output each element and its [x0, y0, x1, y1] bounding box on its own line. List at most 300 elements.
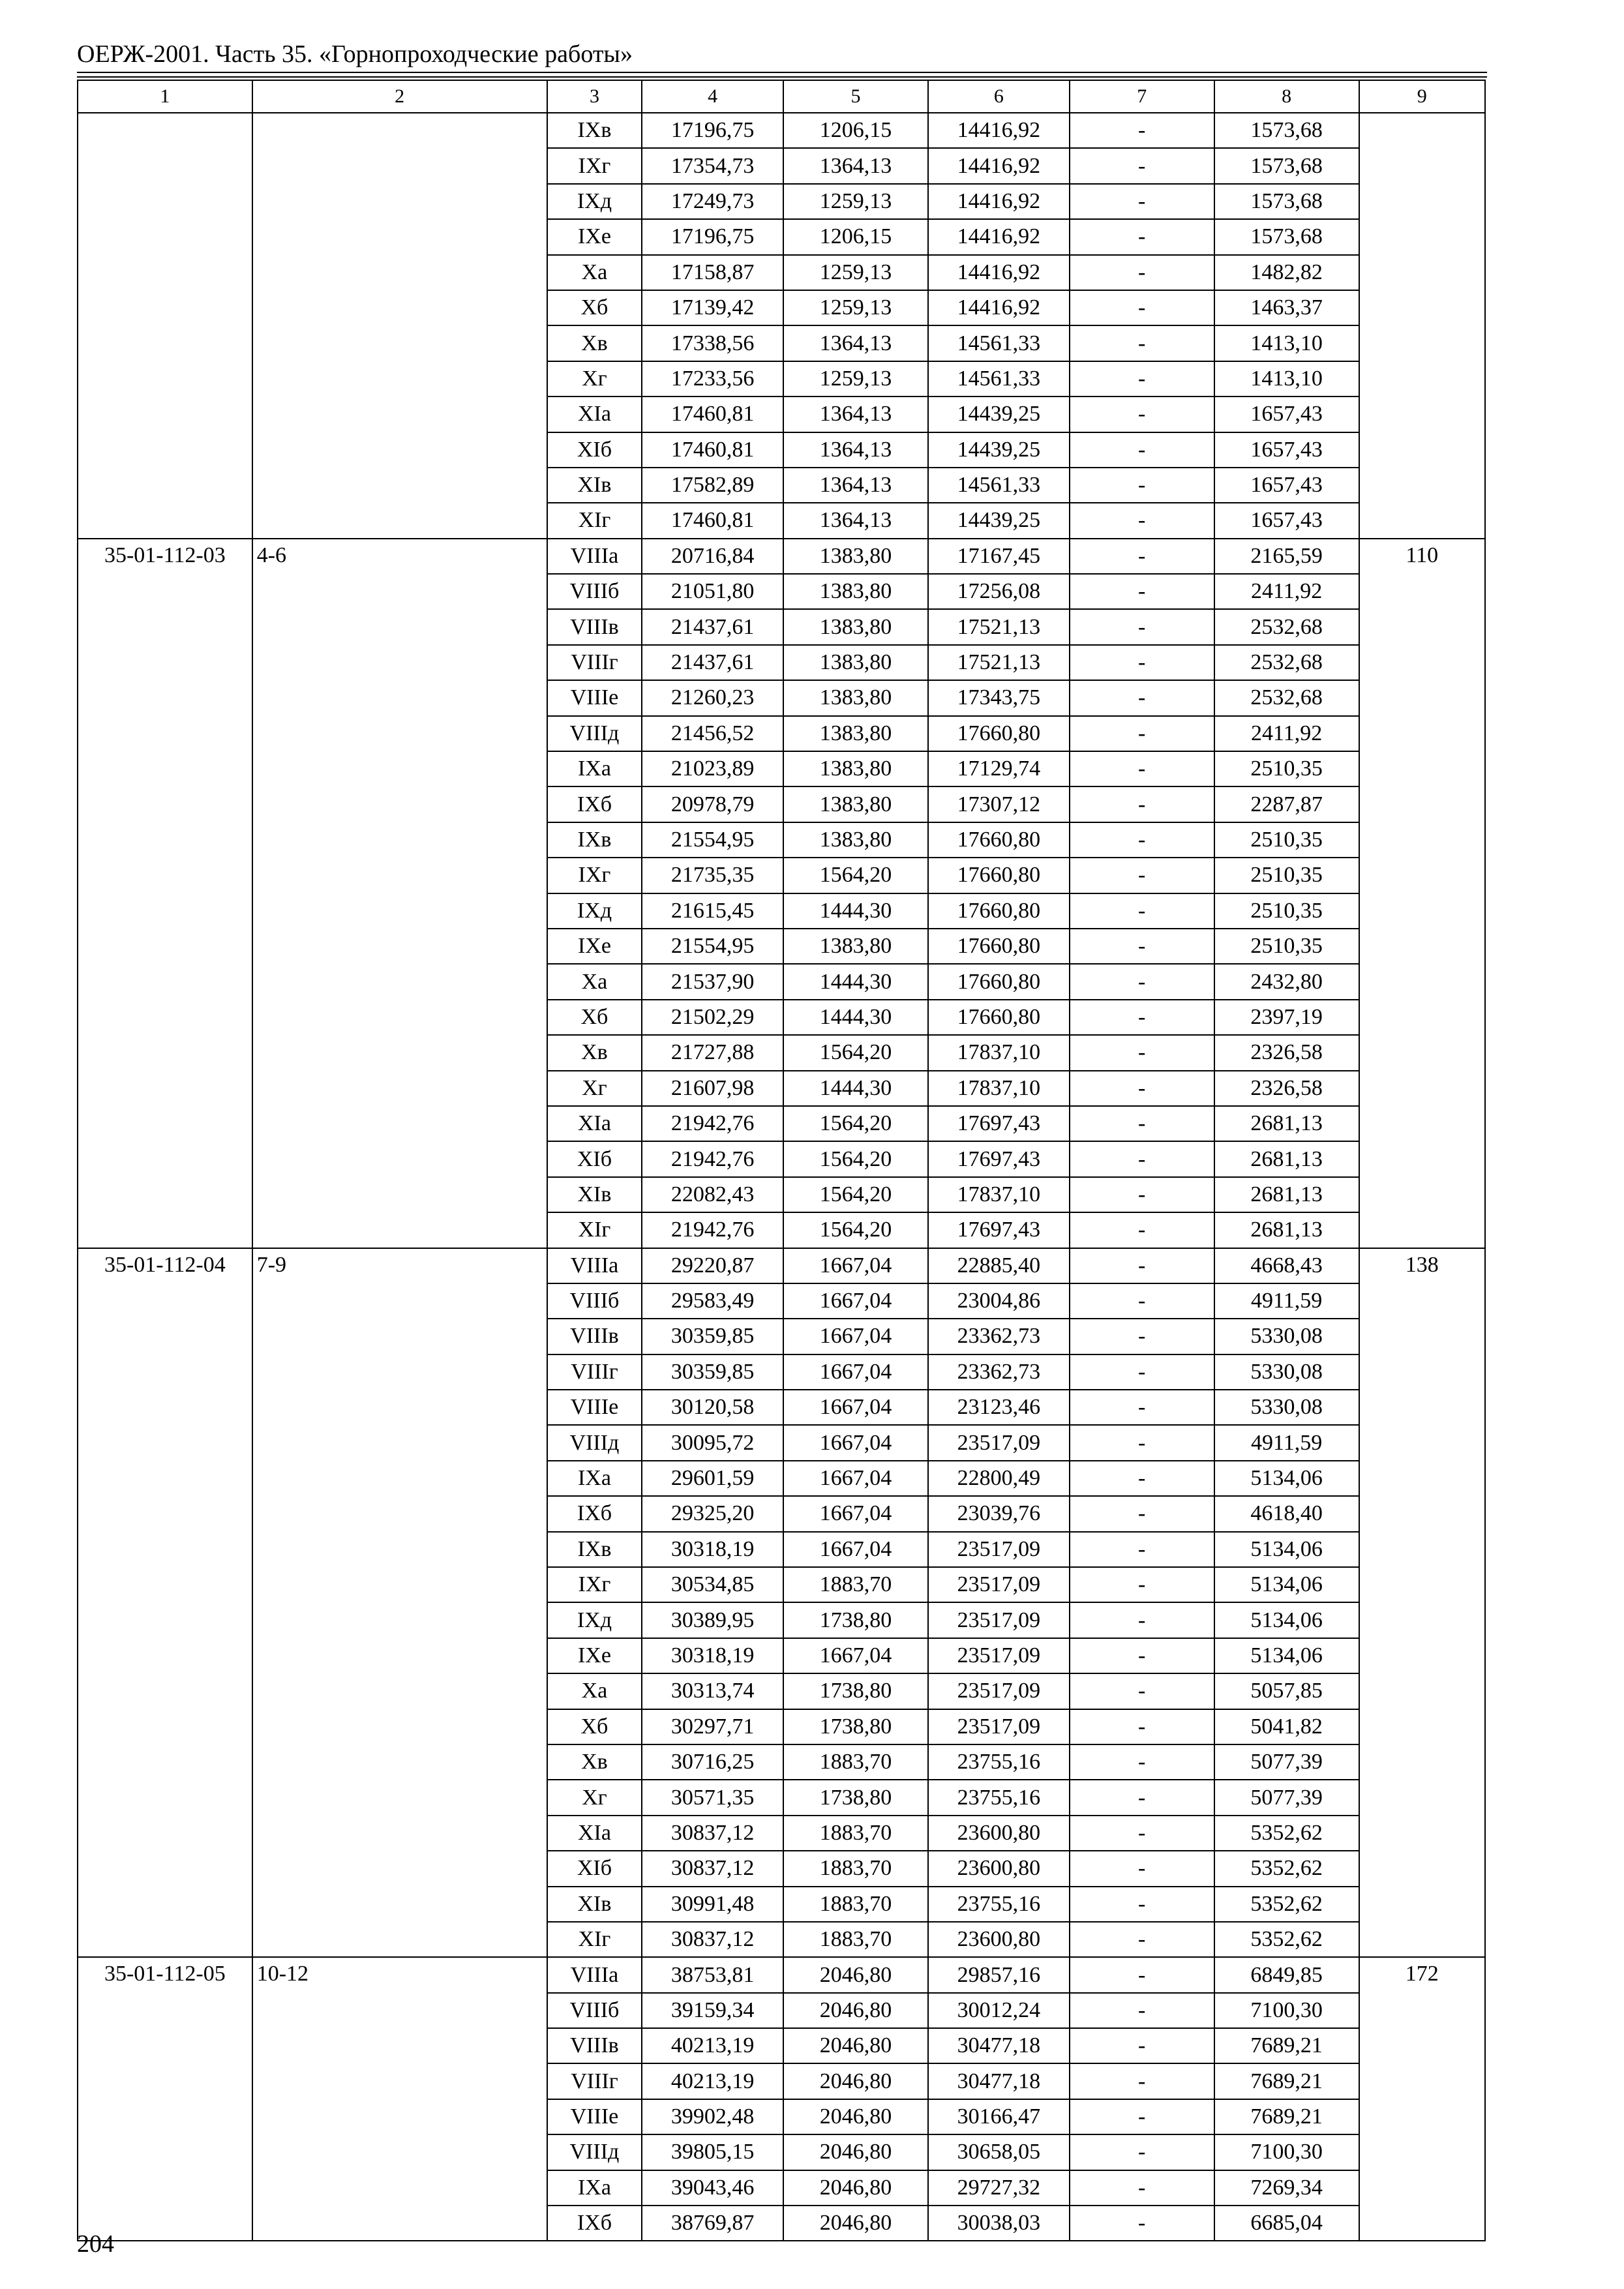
value-cell: 7689,21 — [1214, 2099, 1359, 2134]
value-cell: 29727,32 — [928, 2170, 1070, 2206]
value-cell: 2165,59 — [1214, 539, 1359, 574]
value-cell: 22885,40 — [928, 1248, 1070, 1283]
category-cell: Xг — [547, 1071, 642, 1106]
value-cell: - — [1070, 1248, 1214, 1283]
value-cell: 5134,06 — [1214, 1602, 1359, 1638]
value-cell: - — [1070, 468, 1214, 503]
rates-table — [77, 80, 1486, 2241]
value-cell: 1364,13 — [783, 148, 928, 183]
category-cell: IXб — [547, 2206, 642, 2241]
column-header: 2 — [252, 80, 547, 113]
value-cell: 1444,30 — [783, 1000, 928, 1035]
value-cell: 17697,43 — [928, 1141, 1070, 1176]
column-header: 9 — [1359, 80, 1485, 113]
value-cell: - — [1070, 1354, 1214, 1390]
value-cell: 2046,80 — [783, 1957, 928, 1992]
value-cell: 2287,87 — [1214, 786, 1359, 822]
table-row — [78, 1248, 1485, 1283]
value-cell: 30038,03 — [928, 2206, 1070, 2241]
category-cell: VIIIд — [547, 2134, 642, 2170]
value-cell: 21456,52 — [642, 716, 783, 751]
value-cell: - — [1070, 2170, 1214, 2206]
value-cell: 2046,80 — [783, 2063, 928, 2099]
value-cell: 30716,25 — [642, 1744, 783, 1780]
value-cell: 14439,25 — [928, 503, 1070, 538]
value-cell: 17582,89 — [642, 468, 783, 503]
column9-cell — [1359, 113, 1485, 539]
value-cell: - — [1070, 113, 1214, 148]
value-cell: 17460,81 — [642, 503, 783, 538]
value-cell: - — [1070, 1957, 1214, 1992]
column-header: 4 — [642, 80, 783, 113]
value-cell: 17158,87 — [642, 255, 783, 290]
category-cell: Xб — [547, 290, 642, 325]
value-cell: 5330,08 — [1214, 1319, 1359, 1354]
page-header-title: ОЕРЖ-2001. Часть 35. «Горнопроходческие работы» — [77, 40, 633, 68]
value-cell: 2510,35 — [1214, 822, 1359, 858]
value-cell: 6849,85 — [1214, 1957, 1359, 1992]
value-cell: 1667,04 — [783, 1248, 928, 1283]
value-cell: 4911,59 — [1214, 1283, 1359, 1319]
value-cell: 23517,09 — [928, 1709, 1070, 1744]
value-cell: - — [1070, 290, 1214, 325]
value-cell: 23362,73 — [928, 1354, 1070, 1390]
value-cell: 21615,45 — [642, 893, 783, 929]
value-cell: 1573,68 — [1214, 219, 1359, 254]
value-cell: 17354,73 — [642, 148, 783, 183]
value-cell: 1667,04 — [783, 1461, 928, 1496]
value-cell: 23039,76 — [928, 1496, 1070, 1531]
value-cell: 1444,30 — [783, 964, 928, 999]
value-cell: 1383,80 — [783, 609, 928, 644]
value-cell: 23600,80 — [928, 1922, 1070, 1957]
value-cell: 5134,06 — [1214, 1461, 1359, 1496]
value-cell: 21051,80 — [642, 574, 783, 609]
category-cell: IXд — [547, 184, 642, 219]
value-cell: 17338,56 — [642, 325, 783, 361]
value-cell: - — [1070, 929, 1214, 964]
value-cell: - — [1070, 1744, 1214, 1780]
value-cell: 1364,13 — [783, 432, 928, 468]
value-cell: 7689,21 — [1214, 2028, 1359, 2063]
value-cell: - — [1070, 1177, 1214, 1212]
value-cell: 4911,59 — [1214, 1425, 1359, 1460]
value-cell: 17660,80 — [928, 929, 1070, 964]
value-cell: - — [1070, 1106, 1214, 1141]
value-cell: 1667,04 — [783, 1354, 928, 1390]
value-cell: - — [1070, 2063, 1214, 2099]
column-header: 5 — [783, 80, 928, 113]
value-cell: - — [1070, 2206, 1214, 2241]
value-cell: 21554,95 — [642, 822, 783, 858]
value-cell: 17460,81 — [642, 396, 783, 432]
value-cell: 17660,80 — [928, 1000, 1070, 1035]
value-cell: 1738,80 — [783, 1673, 928, 1709]
value-cell: - — [1070, 2099, 1214, 2134]
value-cell: 2532,68 — [1214, 680, 1359, 715]
category-cell: VIIIд — [547, 716, 642, 751]
category-cell: IXа — [547, 1461, 642, 1496]
value-cell: 1657,43 — [1214, 432, 1359, 468]
value-cell: 5134,06 — [1214, 1532, 1359, 1567]
value-cell: 1657,43 — [1214, 396, 1359, 432]
value-cell: 1667,04 — [783, 1496, 928, 1531]
category-cell: VIIIв — [547, 2028, 642, 2063]
value-cell: 1259,13 — [783, 255, 928, 290]
value-cell: 7100,30 — [1214, 2134, 1359, 2170]
value-cell: 1259,13 — [783, 361, 928, 396]
value-cell: 23517,09 — [928, 1425, 1070, 1460]
code-cell: 35-01-112-05 — [78, 1957, 252, 2241]
value-cell: 2046,80 — [783, 2099, 928, 2134]
value-cell: 2510,35 — [1214, 858, 1359, 893]
value-cell: 5330,08 — [1214, 1390, 1359, 1425]
value-cell: - — [1070, 255, 1214, 290]
value-cell: 4668,43 — [1214, 1248, 1359, 1283]
value-cell: - — [1070, 503, 1214, 538]
value-cell: 1383,80 — [783, 680, 928, 715]
value-cell: 1413,10 — [1214, 325, 1359, 361]
header-rule-bottom — [77, 76, 1487, 78]
value-cell: - — [1070, 1532, 1214, 1567]
category-cell: IXе — [547, 1638, 642, 1673]
value-cell: 2046,80 — [783, 2028, 928, 2063]
value-cell: 21735,35 — [642, 858, 783, 893]
value-cell: 38769,87 — [642, 2206, 783, 2241]
value-cell: 30991,48 — [642, 1887, 783, 1922]
value-cell: 23362,73 — [928, 1319, 1070, 1354]
value-cell: 1883,70 — [783, 1887, 928, 1922]
value-cell: 14561,33 — [928, 361, 1070, 396]
value-cell: 1883,70 — [783, 1922, 928, 1957]
value-cell: 29601,59 — [642, 1461, 783, 1496]
value-cell: 23600,80 — [928, 1816, 1070, 1851]
category-cell: XIа — [547, 1816, 642, 1851]
value-cell: 17837,10 — [928, 1071, 1070, 1106]
value-cell: 1259,13 — [783, 184, 928, 219]
value-cell: 17307,12 — [928, 786, 1070, 822]
value-cell: - — [1070, 1816, 1214, 1851]
value-cell: 1738,80 — [783, 1602, 928, 1638]
category-cell: VIIIа — [547, 539, 642, 574]
value-cell: - — [1070, 609, 1214, 644]
value-cell: 1364,13 — [783, 503, 928, 538]
value-cell: 2510,35 — [1214, 751, 1359, 786]
value-cell: 23517,09 — [928, 1638, 1070, 1673]
value-cell: 39159,34 — [642, 1993, 783, 2028]
value-cell: 30297,71 — [642, 1709, 783, 1744]
value-cell: 30837,12 — [642, 1816, 783, 1851]
value-cell: 21437,61 — [642, 609, 783, 644]
value-cell: - — [1070, 1000, 1214, 1035]
column-header: 3 — [547, 80, 642, 113]
value-cell: - — [1070, 1567, 1214, 1602]
value-cell: 30534,85 — [642, 1567, 783, 1602]
value-cell: 17837,10 — [928, 1035, 1070, 1070]
value-cell: 14561,33 — [928, 468, 1070, 503]
value-cell: 30166,47 — [928, 2099, 1070, 2134]
value-cell: 5041,82 — [1214, 1709, 1359, 1744]
value-cell: - — [1070, 2028, 1214, 2063]
value-cell: 2411,92 — [1214, 716, 1359, 751]
value-cell: 17256,08 — [928, 574, 1070, 609]
value-cell: 1364,13 — [783, 325, 928, 361]
category-cell: Xв — [547, 325, 642, 361]
value-cell: 14561,33 — [928, 325, 1070, 361]
category-cell: IXд — [547, 893, 642, 929]
value-cell: 29220,87 — [642, 1248, 783, 1283]
value-cell: 1383,80 — [783, 645, 928, 680]
value-cell: 1667,04 — [783, 1390, 928, 1425]
value-cell: 14416,92 — [928, 113, 1070, 148]
category-cell: VIIIд — [547, 1425, 642, 1460]
value-cell: 39902,48 — [642, 2099, 783, 2134]
value-cell: 30837,12 — [642, 1851, 783, 1886]
value-cell: 5077,39 — [1214, 1780, 1359, 1815]
category-cell: Xа — [547, 1673, 642, 1709]
value-cell: 5352,62 — [1214, 1922, 1359, 1957]
value-cell: 30837,12 — [642, 1922, 783, 1957]
value-cell: 2411,92 — [1214, 574, 1359, 609]
value-cell: 40213,19 — [642, 2063, 783, 2099]
value-cell: 1364,13 — [783, 468, 928, 503]
value-cell: - — [1070, 1212, 1214, 1248]
value-cell: 30095,72 — [642, 1425, 783, 1460]
category-cell: IXд — [547, 1602, 642, 1638]
value-cell: 23755,16 — [928, 1744, 1070, 1780]
value-cell: 1383,80 — [783, 786, 928, 822]
value-cell: 23517,09 — [928, 1673, 1070, 1709]
value-cell: 22800,49 — [928, 1461, 1070, 1496]
value-cell: - — [1070, 361, 1214, 396]
value-cell: - — [1070, 822, 1214, 858]
value-cell: - — [1070, 432, 1214, 468]
value-cell: - — [1070, 219, 1214, 254]
category-cell: IXг — [547, 1567, 642, 1602]
column9-cell: 110 — [1359, 539, 1485, 1248]
category-cell: IXг — [547, 148, 642, 183]
value-cell: 5077,39 — [1214, 1744, 1359, 1780]
value-cell: 1667,04 — [783, 1283, 928, 1319]
value-cell: 29857,16 — [928, 1957, 1070, 1992]
value-cell: - — [1070, 1071, 1214, 1106]
value-cell: 21607,98 — [642, 1071, 783, 1106]
value-cell: 21727,88 — [642, 1035, 783, 1070]
table-body — [78, 113, 1485, 2241]
value-cell: 17660,80 — [928, 893, 1070, 929]
value-cell: 1564,20 — [783, 858, 928, 893]
category-cell: VIIIб — [547, 1993, 642, 2028]
value-cell: - — [1070, 1673, 1214, 1709]
category-cell: IXв — [547, 822, 642, 858]
value-cell: 6685,04 — [1214, 2206, 1359, 2241]
value-cell: 21023,89 — [642, 751, 783, 786]
value-cell: 14416,92 — [928, 290, 1070, 325]
value-cell: 14439,25 — [928, 432, 1070, 468]
category-cell: IXа — [547, 751, 642, 786]
value-cell: 2532,68 — [1214, 645, 1359, 680]
category-cell: VIIIг — [547, 2063, 642, 2099]
table-row — [78, 1957, 1485, 1992]
value-cell: 23004,86 — [928, 1283, 1070, 1319]
value-cell: 23755,16 — [928, 1780, 1070, 1815]
value-cell: - — [1070, 184, 1214, 219]
value-cell: 21260,23 — [642, 680, 783, 715]
value-cell: 2532,68 — [1214, 609, 1359, 644]
table-row — [78, 113, 1485, 148]
value-cell: 30477,18 — [928, 2063, 1070, 2099]
value-cell: - — [1070, 1283, 1214, 1319]
value-cell: 17660,80 — [928, 716, 1070, 751]
value-cell: 17167,45 — [928, 539, 1070, 574]
category-cell: XIв — [547, 1177, 642, 1212]
value-cell: 2681,13 — [1214, 1141, 1359, 1176]
category-cell: XIг — [547, 503, 642, 538]
value-cell: 17196,75 — [642, 219, 783, 254]
page-number: 204 — [77, 2230, 114, 2258]
category-cell: XIб — [547, 1141, 642, 1176]
code-cell — [78, 113, 252, 539]
value-cell: 17196,75 — [642, 113, 783, 148]
value-cell: 7689,21 — [1214, 2063, 1359, 2099]
value-cell: 17521,13 — [928, 645, 1070, 680]
value-cell: 1657,43 — [1214, 503, 1359, 538]
category-cell: VIIIе — [547, 680, 642, 715]
value-cell: 17460,81 — [642, 432, 783, 468]
value-cell: 1564,20 — [783, 1106, 928, 1141]
value-cell: - — [1070, 1496, 1214, 1531]
category-cell: IXе — [547, 219, 642, 254]
value-cell: 21537,90 — [642, 964, 783, 999]
value-cell: 1738,80 — [783, 1780, 928, 1815]
value-cell: 17521,13 — [928, 609, 1070, 644]
value-cell: 1883,70 — [783, 1816, 928, 1851]
value-cell: - — [1070, 396, 1214, 432]
value-cell: 17233,56 — [642, 361, 783, 396]
value-cell: 1573,68 — [1214, 113, 1359, 148]
value-cell: - — [1070, 893, 1214, 929]
value-cell: 30658,05 — [928, 2134, 1070, 2170]
value-cell: - — [1070, 1638, 1214, 1673]
value-cell: 1738,80 — [783, 1709, 928, 1744]
value-cell: 39805,15 — [642, 2134, 783, 2170]
column-header: 1 — [78, 80, 252, 113]
category-cell: Xв — [547, 1744, 642, 1780]
code-cell: 35-01-112-03 — [78, 539, 252, 1248]
category-cell: VIIIг — [547, 1354, 642, 1390]
value-cell: - — [1070, 1922, 1214, 1957]
value-cell: 1364,13 — [783, 396, 928, 432]
value-cell: 2681,13 — [1214, 1177, 1359, 1212]
value-cell: 1883,70 — [783, 1851, 928, 1886]
value-cell: 1482,82 — [1214, 255, 1359, 290]
value-cell: 1413,10 — [1214, 361, 1359, 396]
category-cell: IXе — [547, 929, 642, 964]
value-cell: - — [1070, 1319, 1214, 1354]
value-cell: 5134,06 — [1214, 1567, 1359, 1602]
value-cell: - — [1070, 751, 1214, 786]
value-cell: 4618,40 — [1214, 1496, 1359, 1531]
value-cell: 1259,13 — [783, 290, 928, 325]
value-cell: 21942,76 — [642, 1141, 783, 1176]
value-cell: 1564,20 — [783, 1141, 928, 1176]
category-cell: XIв — [547, 1887, 642, 1922]
value-cell: 2046,80 — [783, 2170, 928, 2206]
value-cell: 23517,09 — [928, 1602, 1070, 1638]
value-cell: 17660,80 — [928, 964, 1070, 999]
value-cell: 30318,19 — [642, 1638, 783, 1673]
value-cell: 1667,04 — [783, 1638, 928, 1673]
value-cell: 30313,74 — [642, 1673, 783, 1709]
category-cell: XIб — [547, 432, 642, 468]
value-cell: 14439,25 — [928, 396, 1070, 432]
value-cell: 1383,80 — [783, 822, 928, 858]
value-cell: 5352,62 — [1214, 1816, 1359, 1851]
range-cell — [252, 113, 547, 539]
value-cell: 30359,85 — [642, 1354, 783, 1390]
value-cell: 1206,15 — [783, 113, 928, 148]
value-cell: 29325,20 — [642, 1496, 783, 1531]
value-cell: 30359,85 — [642, 1319, 783, 1354]
category-cell: IXг — [547, 858, 642, 893]
value-cell: 17343,75 — [928, 680, 1070, 715]
value-cell: 21502,29 — [642, 1000, 783, 1035]
value-cell: 2681,13 — [1214, 1106, 1359, 1141]
value-cell: - — [1070, 1425, 1214, 1460]
value-cell: 5352,62 — [1214, 1887, 1359, 1922]
value-cell: 23517,09 — [928, 1567, 1070, 1602]
value-cell: 7269,34 — [1214, 2170, 1359, 2206]
value-cell: 14416,92 — [928, 184, 1070, 219]
category-cell: Xг — [547, 1780, 642, 1815]
value-cell: - — [1070, 716, 1214, 751]
category-cell: XIа — [547, 396, 642, 432]
value-cell: - — [1070, 680, 1214, 715]
value-cell: 1383,80 — [783, 716, 928, 751]
value-cell: 5134,06 — [1214, 1638, 1359, 1673]
value-cell: - — [1070, 964, 1214, 999]
value-cell: 21942,76 — [642, 1212, 783, 1248]
value-cell: 40213,19 — [642, 2028, 783, 2063]
range-cell: 7-9 — [252, 1248, 547, 1958]
category-cell: VIIIб — [547, 574, 642, 609]
value-cell: 1383,80 — [783, 574, 928, 609]
category-cell: Xг — [547, 361, 642, 396]
value-cell: 17139,42 — [642, 290, 783, 325]
value-cell: 1564,20 — [783, 1212, 928, 1248]
value-cell: 2397,19 — [1214, 1000, 1359, 1035]
value-cell: - — [1070, 1887, 1214, 1922]
value-cell: - — [1070, 574, 1214, 609]
value-cell: 2326,58 — [1214, 1035, 1359, 1070]
category-cell: VIIIг — [547, 645, 642, 680]
value-cell: 30571,35 — [642, 1780, 783, 1815]
value-cell: - — [1070, 1851, 1214, 1886]
value-cell: 30012,24 — [928, 1993, 1070, 2028]
value-cell: 1383,80 — [783, 751, 928, 786]
value-cell: 2432,80 — [1214, 964, 1359, 999]
category-cell: VIIIе — [547, 2099, 642, 2134]
category-cell: XIг — [547, 1922, 642, 1957]
value-cell: 23755,16 — [928, 1887, 1070, 1922]
value-cell: - — [1070, 786, 1214, 822]
value-cell: 2046,80 — [783, 1993, 928, 2028]
value-cell: 29583,49 — [642, 1283, 783, 1319]
value-cell: 21554,95 — [642, 929, 783, 964]
category-cell: XIб — [547, 1851, 642, 1886]
value-cell: 1444,30 — [783, 893, 928, 929]
value-cell: 5330,08 — [1214, 1354, 1359, 1390]
